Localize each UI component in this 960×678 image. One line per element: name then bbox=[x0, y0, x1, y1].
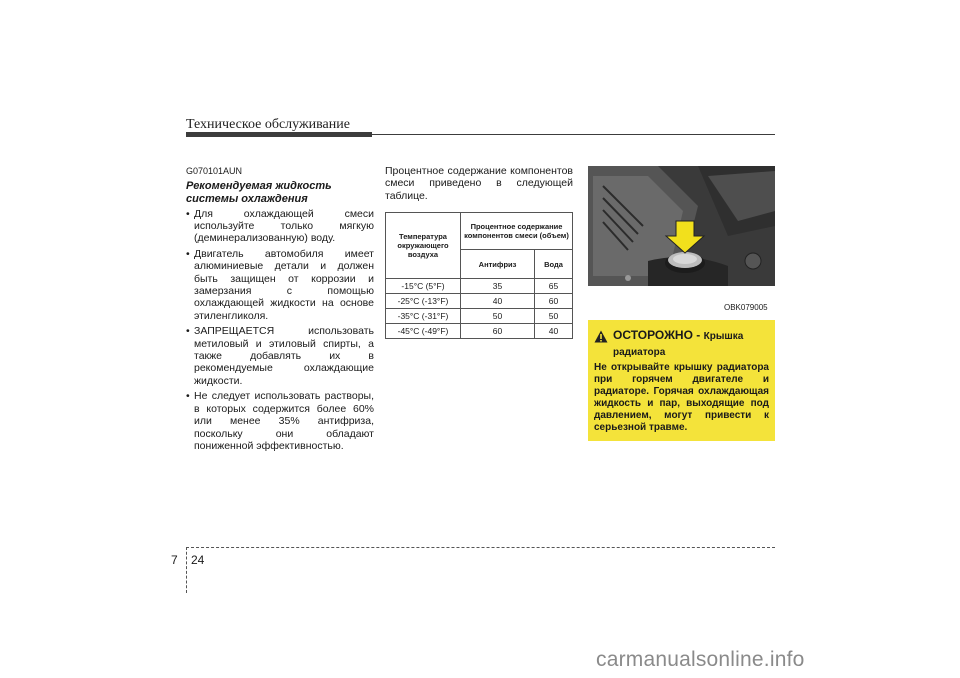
left-column bbox=[186, 165, 374, 455]
warning-body: Не открывайте крышку радиатора при горячем двигателе и радиаторе. Горячая охлаждающая жидкость и пар, выходящие под давлением, могут привести к серьезной травме. bbox=[594, 362, 769, 433]
bullet-item: • ЗАПРЕЩАЕТСЯ использовать метиловый и этиловый спирты, а также добавлять их в рекомендуемые охлаждающие жидкости. bbox=[186, 325, 374, 387]
header-percent-group: Процентное содержание компонентов смеси (объем) bbox=[461, 213, 573, 250]
warning-subtitle: Крышка радиатора bbox=[613, 331, 744, 358]
bullet-item: • Двигатель автомобиля имеет алюминиевые детали и должен быть защищен от коррозии и замерзания с помощью охлаждающей жидкости на основе этиленгликоля. bbox=[186, 248, 374, 322]
table-intro: Процентное содержание компонентов смеси приведено в следующей таблице. bbox=[385, 165, 573, 202]
figure-code: OBK079005 bbox=[724, 303, 768, 312]
coolant-mix-table bbox=[385, 212, 573, 339]
cell-water: 60 bbox=[535, 294, 573, 309]
page-header-title: Техническое обслуживание bbox=[186, 117, 350, 132]
cell-water: 65 bbox=[535, 279, 573, 294]
footer-page-number: 24 bbox=[191, 553, 205, 567]
cell-temp: -35°C (-31°F) bbox=[386, 309, 461, 324]
header-rule-thin bbox=[372, 134, 775, 135]
cell-temp: -45°C (-49°F) bbox=[386, 324, 461, 339]
bullet-list bbox=[186, 208, 374, 453]
watermark: carmanualsonline.info bbox=[596, 648, 805, 671]
table-row bbox=[386, 309, 573, 324]
table-row bbox=[386, 279, 573, 294]
cell-antifreeze: 50 bbox=[461, 309, 535, 324]
middle-column bbox=[385, 165, 573, 339]
footer-rule bbox=[186, 547, 775, 548]
cell-antifreeze: 40 bbox=[461, 294, 535, 309]
table-row bbox=[386, 324, 573, 339]
table-row bbox=[386, 294, 573, 309]
header-antifreeze: Антифриз bbox=[461, 250, 535, 279]
warning-box bbox=[588, 320, 775, 441]
cell-water: 40 bbox=[535, 324, 573, 339]
header-temperature: Температура окружающего воздуха bbox=[386, 213, 461, 279]
footer-vertical-rule bbox=[186, 547, 187, 593]
header-rule-thick bbox=[186, 132, 372, 137]
engine-bay-illustration bbox=[588, 166, 775, 286]
warning-title bbox=[613, 328, 769, 360]
cell-temp: -15°C (5°F) bbox=[386, 279, 461, 294]
header-water: Вода bbox=[535, 250, 573, 279]
engine-bay-photo bbox=[588, 166, 775, 286]
warning-triangle-icon bbox=[594, 330, 608, 343]
section-title: Рекомендуемая жидкость системы охлаждения bbox=[186, 180, 332, 205]
warning-title-main: ОСТОРОЖНО - bbox=[613, 328, 701, 342]
cell-water: 50 bbox=[535, 309, 573, 324]
cell-temp: -25°C (-13°F) bbox=[386, 294, 461, 309]
cell-antifreeze: 60 bbox=[461, 324, 535, 339]
section-code: G070101AUN bbox=[186, 166, 243, 176]
bullet-item: • Для охлаждающей смеси используйте только мягкую (деминерализованную) воду. bbox=[186, 208, 374, 245]
footer-chapter-number: 7 bbox=[171, 553, 178, 567]
cell-antifreeze: 35 bbox=[461, 279, 535, 294]
bullet-item: • Не следует использовать растворы, в которых содержится более 60% или менее 35% антифриза, поскольку они обладают пониженной эффективностью. bbox=[186, 390, 374, 452]
